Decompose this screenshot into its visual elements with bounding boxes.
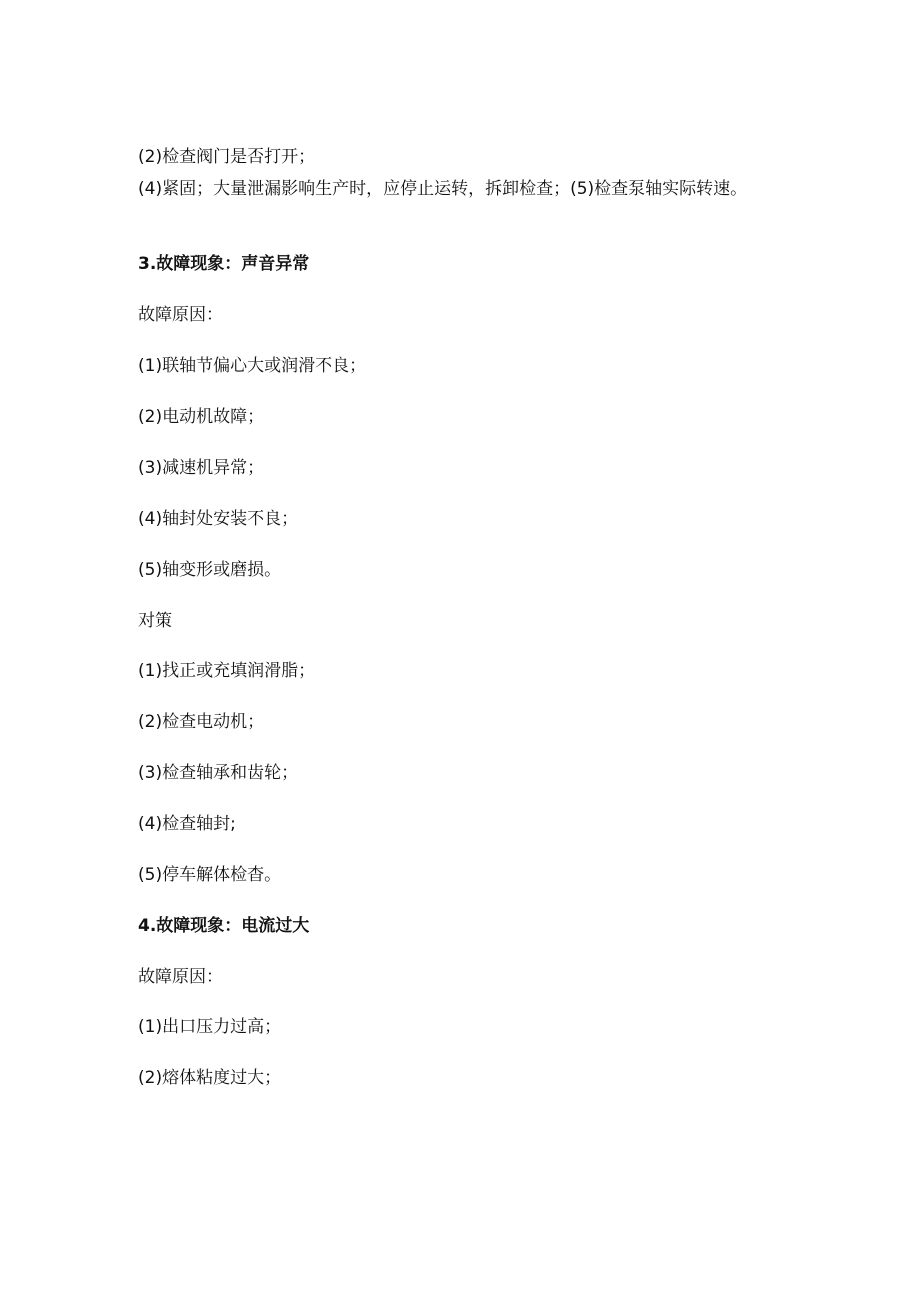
countermeasure-item-1: (1)找正或充填润滑脂； bbox=[138, 661, 316, 681]
cause-item-1: (1)联轴节偏心大或润滑不良； bbox=[138, 356, 367, 376]
countermeasure-item-5: (5)停车解体检杳。 bbox=[138, 865, 282, 885]
cause-label-2: 故障原因： bbox=[138, 967, 223, 987]
cause-item-3: (3)减速机异常； bbox=[138, 458, 265, 478]
cause-item-1b: (1)出口压力过高； bbox=[138, 1017, 282, 1037]
countermeasure-item-2: (2)检查阀门是否打开； bbox=[138, 147, 316, 167]
countermeasure-label: 对策 bbox=[138, 611, 172, 631]
countermeasure-item-4-5: (4)紧固；大量泄漏影响生产时，应停止运转，拆卸检查；(5)检查泵轴实际转速。 bbox=[138, 179, 748, 199]
cause-item-4: (4)轴封处安装不良； bbox=[138, 509, 299, 529]
countermeasure-item-4b: (4)检查轴封; bbox=[138, 814, 236, 834]
section-heading-4: 4.故障现象：电流过大 bbox=[138, 916, 310, 936]
cause-item-5: (5)轴变形或磨损。 bbox=[138, 560, 282, 580]
cause-label: 故障原因： bbox=[138, 305, 223, 325]
cause-item-2b: (2)熔体粘度过大； bbox=[138, 1068, 282, 1088]
countermeasure-item-2b: (2)检查电动机； bbox=[138, 712, 265, 732]
cause-item-2: (2)电动机故障； bbox=[138, 407, 265, 427]
section-heading-3: 3.故障现象：声音异常 bbox=[138, 254, 310, 274]
countermeasure-item-3: (3)检查轴承和齿轮； bbox=[138, 763, 299, 783]
